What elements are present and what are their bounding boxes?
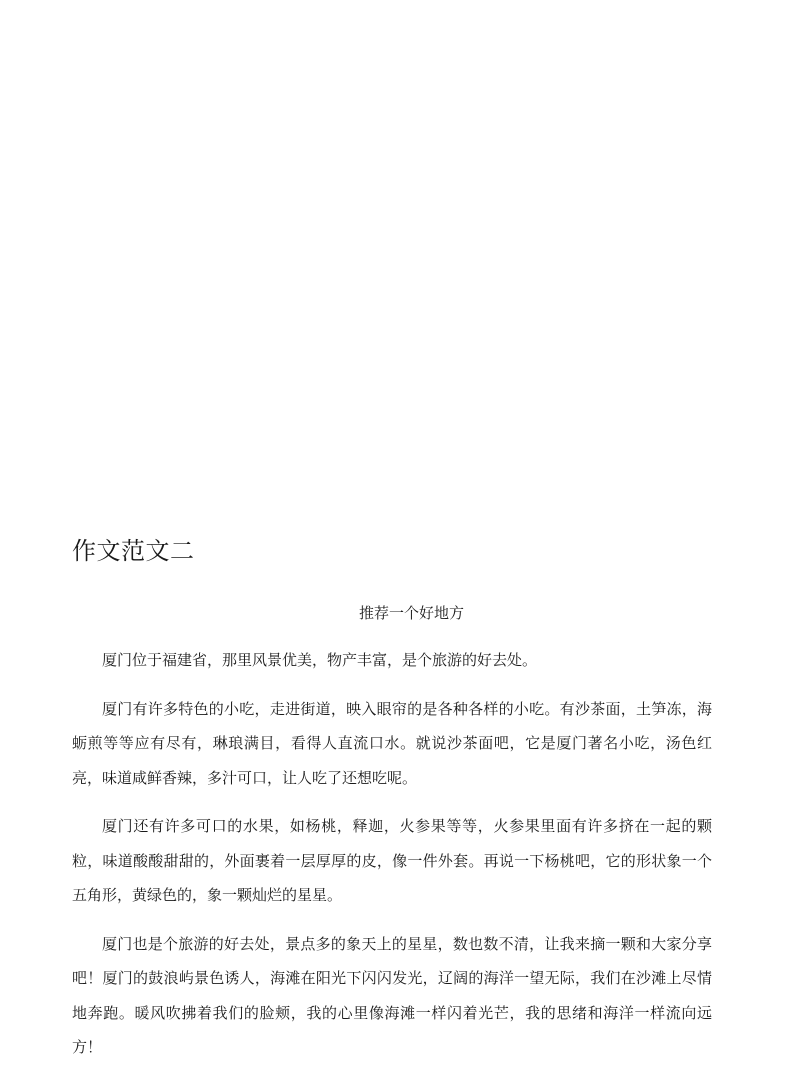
paragraph-4: 厦门也是个旅游的好去处，景点多的象天上的星星，数也数不清，让我来摘一颗和大家分享吧！厦门的鼓浪屿景色诱人，海滩在阳光下闪闪发光，辽阔的海洋一望无际，我们在沙滩上尽情地奔跑。暖风吹拂着我们的脸颊，我的心里像海滩一样闪着光芒，我的思绪和海洋一样流向远方！: [72, 934, 712, 1056]
section-heading: 作文范文二: [72, 537, 195, 565]
paragraph-2: 厦门有许多特色的小吃，走进街道，映入眼帘的是各种各样的小吃。有沙茶面，土笋冻，海蛎煎等等应有尽有，琳琅满目，看得人直流口水。就说沙茶面吧，它是厦门著名小吃，汤色红亮，味道咸鲜香辣，多汁可口，让人吃了还想吃呢。: [72, 699, 712, 787]
essay-title: 推荐一个好地方: [358, 604, 464, 622]
essay-body: [72, 643, 712, 1079]
paragraph-3: 厦门还有许多可口的水果，如杨桃，释迦，火参果等等，火参果里面有许多挤在一起的颗粒，味道酸酸甜甜的，外面裹着一层厚厚的皮，像一件外套。再说一下杨桃吧，它的形状象一个五角形，黄绿色的，象一颗灿烂的星星。: [72, 817, 712, 904]
paragraph-1: 厦门位于福建省，那里风景优美，物产丰富，是个旅游的好去处。: [102, 651, 538, 669]
